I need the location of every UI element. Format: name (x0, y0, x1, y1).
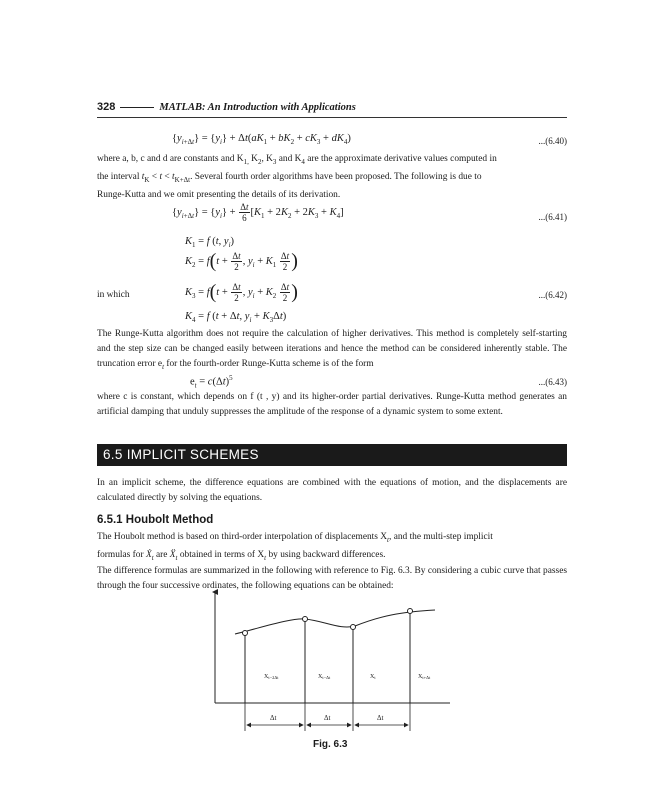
running-header (97, 101, 567, 117)
equation-k4: $K_4 = f$ (t + Δt, $y_i + K_3\Delta t$) (185, 311, 287, 325)
equation-6-40: $\{y_{i+\Delta t}\} = \{y_i\} + \Delta t(aK_1 + bK_2 + cK_3 + dK_4)$ (172, 133, 351, 147)
text-run: . Several fourth order algorithms have been proposed. The following is due to (190, 171, 482, 182)
text-run: , and the multi-step implicit (389, 532, 493, 542)
ordinate-label: Xt−2Δt (264, 674, 279, 680)
paragraph-implicit-scheme: In an implicit scheme, the difference equations are combined with the equations of motion, and the displacements are calculated directly by solving the equations. (97, 478, 567, 503)
text-run: The Runge-Kutta algorithm does not require the calculation of higher derivatives. This method is completely self-starting and the step size can be changed easily between iterations and hence the method can be considered inherently stable. The truncation error e (97, 329, 567, 369)
data-point (351, 625, 356, 630)
equation-k1: $K_1 = f$ (t, $y_i$) (185, 236, 235, 250)
equation-6-43: $e_t = c(\Delta t)^5$ (190, 374, 233, 390)
equation-k3: $K_3 = f(t$ + $\frac{\Delta t}{2}$ , $y_i + K_2$ $\frac{\Delta t}{2}$ ) (185, 281, 298, 303)
text-run: where a, b, c and d are constants and K (97, 154, 244, 164)
data-point (408, 609, 413, 614)
text-run: The Houbolt method is based on third-order interpolation of displacements X (97, 532, 388, 542)
section-heading: 6.5 IMPLICIT SCHEMES (103, 447, 259, 462)
book-title: MATLAB: An Introduction with Applications (159, 102, 356, 113)
interval-label: Δt (377, 714, 384, 722)
text-run: by using backward differences. (268, 549, 386, 560)
figure-caption: Fig. 6.3 (313, 739, 348, 750)
text-run: are the approximate derivative values computed in (307, 154, 497, 164)
text-run: are (155, 549, 168, 560)
page-number: 328 (97, 101, 116, 113)
equation-k2: $K_2 = f(t$ + $\frac{\Delta t}{2}$ , $y_i + K_1$ $\frac{\Delta t}{2}$ ) (185, 250, 298, 272)
interval-label: Δt (270, 714, 277, 722)
header-rule (120, 107, 154, 108)
data-point (243, 631, 248, 636)
text-run: the interval (97, 171, 140, 182)
equation-number-6-40: ...(6.40) (538, 136, 567, 146)
interval-label: Δt (324, 714, 331, 722)
ordinate-label: Xt (370, 674, 376, 680)
header-divider (97, 117, 567, 118)
subsection-heading: 6.5.1 Houbolt Method (97, 514, 214, 526)
paragraph-after-6-40: where a, b, c and d are constants and $K_{1,}$ $K_2$, $K_3$ and $K_4$ are the approximate derivative values computed in the interval $t_K < t < t_{K+\Delta t}$. Several fourth order algorithms have been proposed. The following is due to Runge-Kutta and we omit presenting the details of its derivation. (97, 154, 497, 200)
ordinate-label: Xt−Δt (318, 674, 331, 680)
paragraph-difference-formulas: The difference formulas are summarized in the following with reference to Fig. 6.3. By considering a cubic curve that passes through the four successive ordinates, the following equations can be obtained: (97, 566, 567, 591)
text-run: Runge-Kutta and we omit presenting the details of its derivation. (97, 189, 341, 200)
cubic-curve (235, 610, 435, 634)
equation-6-41: $\{y_{i+\Delta t}\} = \{y_i\}$ + $\frac{\Delta t}{6}$ $[K_1 + 2K_2 + 2K_3 + K_4]$ (172, 202, 344, 223)
text-run: formulas for (97, 549, 144, 560)
equation-number-6-41: ...(6.41) (538, 212, 567, 222)
paragraph-truncation-error: where c is constant, which depends on f (t , y) and its higher-order partial derivatives. Runge-Kutta method generates an artificial damping that unduly suppresses the amplitude of the response of a dynamic system to some extent. (97, 392, 567, 417)
figure-6-3 (200, 588, 450, 738)
ordinate-label: Xt+Δt (418, 674, 431, 680)
text-run: for the fourth-order Runge-Kutta scheme is of the form (166, 359, 374, 369)
in-which-label: in which (97, 290, 130, 300)
data-point (303, 617, 308, 622)
equation-number-6-42: ...(6.42) (538, 290, 567, 300)
paragraph-houbolt-intro: The Houbolt method is based on third-order interpolation of displacements $X_t$, and the multi-step implicit formulas for Ẋ$_t$ are Ẍ$_t$ obtained in terms of $X_t$ by using backward differences. (97, 532, 493, 562)
equation-number-6-43: ...(6.43) (538, 377, 567, 387)
paragraph-runge-kutta-stability: The Runge-Kutta algorithm does not require the calculation of higher derivatives. This method is completely self-starting and the step size can be changed easily between iterations and hence the method can be considered inherently stable. The truncation error $e_t$ for the fourth-order Runge-Kutta scheme is of the form (97, 329, 567, 371)
text-run: obtained in terms of X (179, 549, 265, 560)
